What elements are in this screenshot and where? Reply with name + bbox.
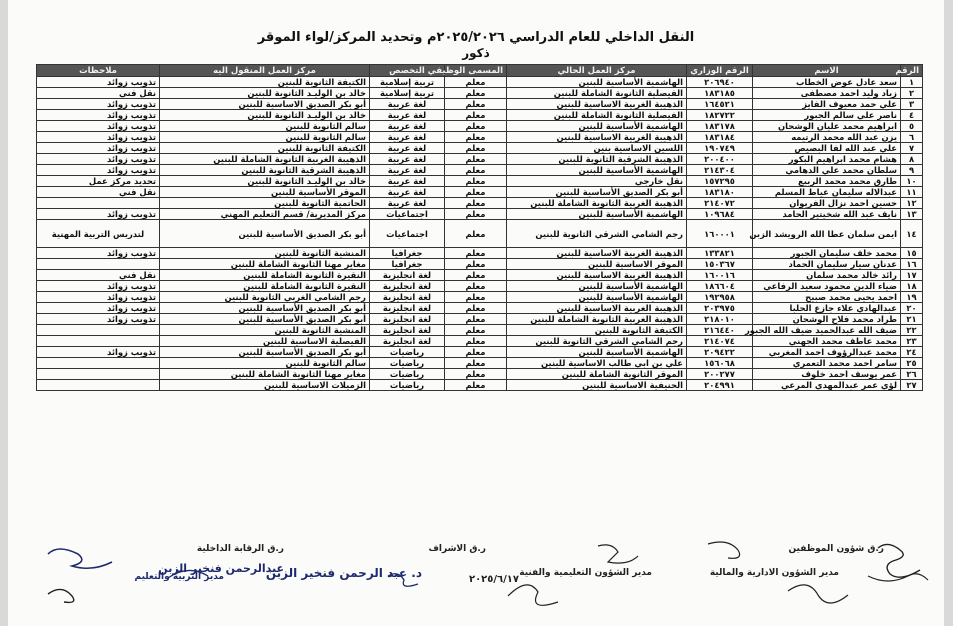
- cell-ministry-no: ١٥٠٣٦٧: [687, 259, 753, 270]
- cell-current-workplace: الموقر الثانوية الشاملة للبنين: [507, 369, 687, 380]
- cell-current-workplace: علي بن ابي طالب الاساسية للبنين: [507, 358, 687, 369]
- cell-job-title: معلم: [445, 88, 507, 99]
- cell-ministry-no: ٢٠٠٤٠٠: [687, 154, 753, 165]
- cell-job-title: معلم: [445, 220, 507, 248]
- cell-destination: سالم الثانوية للبنين: [160, 358, 370, 369]
- cell-job-title: معلم: [445, 303, 507, 314]
- cell-job-title: معلم: [445, 259, 507, 270]
- cell-notes: [37, 325, 160, 336]
- table-row: [37, 325, 923, 336]
- cell-current-workplace: الهاشمية الأساسية للبنين: [507, 292, 687, 303]
- cell-specialization: لغة انجليزية: [370, 270, 445, 281]
- cell-notes: نقل فني: [37, 187, 160, 198]
- cell-job-title: معلم: [445, 132, 507, 143]
- cell-ministry-no: ١٨٣١٨٠: [687, 187, 753, 198]
- cell-name: طراد محمد فلاح الوشحان: [753, 314, 901, 325]
- cell-destination: مغاير مهنا الثانوية الشاملة للبنين: [160, 369, 370, 380]
- cell-notes: [37, 369, 160, 380]
- table-row: [37, 281, 923, 292]
- cell-notes: [37, 380, 160, 391]
- cell-ministry-no: ٢٠٦٩٤٠: [687, 77, 753, 88]
- table-row: [37, 292, 923, 303]
- cell-job-title: معلم: [445, 281, 507, 292]
- cell-name: عدنان سيار سليمان الحماد: [753, 259, 901, 270]
- cell-destination: أبو بكر الصديق الأساسية للبنين: [160, 220, 370, 248]
- cell-no: ٢٢: [901, 325, 923, 336]
- cell-current-workplace: الذهيبة الغربية الاساسية للبنين: [507, 132, 687, 143]
- cell-destination: خالد بن الوليـد الثانوية للبنين: [160, 88, 370, 99]
- cell-no: ٢٤: [901, 347, 923, 358]
- cell-notes: تذويب زوائد: [37, 154, 160, 165]
- cell-job-title: معلم: [445, 99, 507, 110]
- cell-job-title: معلم: [445, 314, 507, 325]
- cell-destination: النقيرة الثانوية الشاملة للبنين: [160, 281, 370, 292]
- cell-name: سعد عادل عوض الخطاب: [753, 77, 901, 88]
- cell-specialization: لغة عربية: [370, 176, 445, 187]
- cell-ministry-no: ١٨٣١٧٨: [687, 121, 753, 132]
- cell-no: ١٧: [901, 270, 923, 281]
- cell-current-workplace: الذهيبة الشرقية الثانوية للبنين: [507, 154, 687, 165]
- cell-job-title: معلم: [445, 187, 507, 198]
- table-row: [37, 132, 923, 143]
- cell-name: عمر يوسف احمد خلوف: [753, 369, 901, 380]
- signatures: [8, 536, 944, 626]
- cell-name: سامر احمد محمد التعمري: [753, 358, 901, 369]
- cell-ministry-no: ١٦٠٠٠١: [687, 220, 753, 248]
- cell-no: ١٣: [901, 209, 923, 220]
- cell-job-title: معلم: [445, 198, 507, 209]
- cell-no: ٢٠: [901, 303, 923, 314]
- table-row: [37, 347, 923, 358]
- cell-current-workplace: الذهيبة الغربية الثانوية الشاملة للبنين: [507, 198, 687, 209]
- cell-notes: تذويب زوائد: [37, 347, 160, 358]
- cell-job-title: معلم: [445, 154, 507, 165]
- cell-job-title: معلم: [445, 248, 507, 259]
- cell-job-title: معلم: [445, 143, 507, 154]
- cell-specialization: لغة انجليزية: [370, 325, 445, 336]
- cell-specialization: لغة عربية: [370, 121, 445, 132]
- footer-director-title: مدير التربية والتعليم: [134, 572, 224, 582]
- table-row: [37, 165, 923, 176]
- table-row: [37, 88, 923, 99]
- cell-ministry-no: ١٥٧٢٩٥: [687, 176, 753, 187]
- cell-ministry-no: ١٠٩٦٨٤: [687, 209, 753, 220]
- footer-supervision: ر.ق الاشراف: [428, 544, 486, 554]
- col-header-ministry-no: الرقم الوزاري: [687, 65, 753, 77]
- cell-job-title: معلم: [445, 369, 507, 380]
- footer-date: ٢٠٢٥/٦/١٧: [468, 574, 519, 585]
- cell-destination: المنشية الثانوية للبنين: [160, 248, 370, 259]
- cell-ministry-no: ١٨٣١٨٤: [687, 132, 753, 143]
- cell-no: ٢٧: [901, 380, 923, 391]
- cell-current-workplace: رجم الشامي الشرقي الثانوية للبنين: [507, 336, 687, 347]
- cell-specialization: لغة انجليزية: [370, 281, 445, 292]
- cell-name: ايمن سلمان عطا الله الرويشد الزبن: [753, 220, 901, 248]
- cell-notes: تذويب زوائد: [37, 77, 160, 88]
- cell-specialization: لغة عربية: [370, 154, 445, 165]
- cell-notes: تذويب زوائد: [37, 292, 160, 303]
- cell-destination: سالم الثانوية للبنين: [160, 121, 370, 132]
- cell-name: زياد وليد احمد مصطفى: [753, 88, 901, 99]
- cell-name: رائد خالد محمد سلمان: [753, 270, 901, 281]
- table-row: [37, 187, 923, 198]
- cell-name: نايف عبد الله شخيتير الحامد: [753, 209, 901, 220]
- cell-specialization: لغة انجليزية: [370, 292, 445, 303]
- cell-notes: تذويب زوائد: [37, 99, 160, 110]
- cell-name: سلطان محمد علي الدهامي: [753, 165, 901, 176]
- cell-current-workplace: الذهيبة الغربية الاساسية للبنين: [507, 303, 687, 314]
- cell-name: عبدالهادي علاء جازع الحلبا: [753, 303, 901, 314]
- cell-specialization: رياضيات: [370, 380, 445, 391]
- cell-ministry-no: ٢١٤٠٧٢: [687, 198, 753, 209]
- table-row: [37, 110, 923, 121]
- footer-director-name: د. عبد الرحمن فنخير الزبن: [265, 566, 422, 580]
- cell-specialization: لغة عربية: [370, 132, 445, 143]
- cell-current-workplace: الهاشمية الأساسية للبنين: [507, 209, 687, 220]
- cell-destination: خالد بن الوليـد الثانوية للبنين: [160, 110, 370, 121]
- cell-destination: الذهيبة الغربية الثانوية الشاملة للبنين: [160, 154, 370, 165]
- cell-ministry-no: ١٦٠٠١٦: [687, 270, 753, 281]
- cell-specialization: اجتماعيات: [370, 220, 445, 248]
- cell-job-title: معلم: [445, 270, 507, 281]
- cell-no: ١: [901, 77, 923, 88]
- cell-no: ٧: [901, 143, 923, 154]
- cell-no: ٢١: [901, 314, 923, 325]
- footer-internal-audit: ر.ق الرقابة الداخلية: [196, 544, 284, 554]
- table-row: [37, 314, 923, 325]
- cell-destination: الكتيفة الثانوية للبنين: [160, 77, 370, 88]
- cell-specialization: جغرافيا: [370, 259, 445, 270]
- col-header-specialization: التخصص: [370, 65, 445, 77]
- cell-specialization: لغة عربية: [370, 165, 445, 176]
- cell-no: ٢: [901, 88, 923, 99]
- cell-destination: الذهيبة الشرقية الثانوية للبنين: [160, 165, 370, 176]
- cell-ministry-no: ٢٠٣٩٧٥: [687, 303, 753, 314]
- cell-no: ١٢: [901, 198, 923, 209]
- footer-hr-affairs: ر.ق شؤون الموظفين: [788, 544, 884, 554]
- cell-ministry-no: ٢١٨٠١٠: [687, 314, 753, 325]
- col-header-notes: ملاحظات: [37, 65, 160, 77]
- cell-notes: تذويب زوائد: [37, 143, 160, 154]
- cell-notes: تذويب زوائد: [37, 132, 160, 143]
- col-header-current-workplace: مركز العمل الحالي: [507, 65, 687, 77]
- table-row: [37, 99, 923, 110]
- cell-notes: [37, 198, 160, 209]
- cell-specialization: لغة عربية: [370, 99, 445, 110]
- cell-notes: [37, 336, 160, 347]
- table-row: [37, 336, 923, 347]
- cell-destination: الحاتمية الثانوية للبنين: [160, 198, 370, 209]
- table-row: [37, 270, 923, 281]
- cell-destination: الزميلات الاساسية للبنين: [160, 380, 370, 391]
- cell-job-title: معلم: [445, 380, 507, 391]
- cell-job-title: معلم: [445, 336, 507, 347]
- cell-current-workplace: رجم الشامي الشرقي الثانوية للبنين: [507, 220, 687, 248]
- cell-current-workplace: الهاشمية الأساسية للبنين: [507, 165, 687, 176]
- cell-name: طارق محمد محمد الربيع: [753, 176, 901, 187]
- cell-destination: أبو بكر الصديق الأساسية للبنين: [160, 303, 370, 314]
- table-row: [37, 154, 923, 165]
- cell-job-title: معلم: [445, 165, 507, 176]
- cell-current-workplace: أبو بكر الصديق الأساسية للبنين: [507, 187, 687, 198]
- cell-job-title: معلم: [445, 121, 507, 132]
- cell-current-workplace: الكتيفة الثانوية للبنين: [507, 325, 687, 336]
- cell-ministry-no: ١٦٤٥٢١: [687, 99, 753, 110]
- page-subtitle: ذكور: [462, 46, 490, 60]
- cell-job-title: معلم: [445, 77, 507, 88]
- col-header-name: الاسم: [753, 65, 901, 77]
- cell-name: هشام محمد ابراهيم البكور: [753, 154, 901, 165]
- cell-current-workplace: الذهيبة الغربية الاساسية للبنين: [507, 99, 687, 110]
- cell-destination: النقيرة الثانوية الشاملة للبنين: [160, 270, 370, 281]
- cell-destination: المنشية الثانوية للبنين: [160, 325, 370, 336]
- transfer-table: [36, 64, 923, 391]
- cell-no: ١٦: [901, 259, 923, 270]
- cell-name: محمد عبدالرؤوف احمد المغربي: [753, 347, 901, 358]
- cell-notes: تحديد مركز عمل: [37, 176, 160, 187]
- table-row: [37, 77, 923, 88]
- cell-destination: أبو بكر الصديق الأساسية للبنين: [160, 314, 370, 325]
- cell-no: ٢٣: [901, 336, 923, 347]
- cell-job-title: معلم: [445, 292, 507, 303]
- cell-specialization: تربية إسلامية: [370, 88, 445, 99]
- cell-ministry-no: ٢٠٤٩٩١: [687, 380, 753, 391]
- cell-ministry-no: ١٨٣١٨٥: [687, 88, 753, 99]
- cell-specialization: جغرافيا: [370, 248, 445, 259]
- footer-stamp-name: عبدالرحمن فنخير الزبن: [158, 562, 284, 575]
- cell-ministry-no: ١٩٢٩٥٨: [687, 292, 753, 303]
- cell-notes: تذويب زوائد: [37, 165, 160, 176]
- cell-no: ١٨: [901, 281, 923, 292]
- col-header-destination: مركز العمل المنقول اليه: [160, 65, 370, 77]
- cell-notes: تذويب زوائد: [37, 314, 160, 325]
- table-row: [37, 259, 923, 270]
- cell-notes: تذويب زوائد: [37, 110, 160, 121]
- cell-destination: الكتيفة الثانوية للبنين: [160, 143, 370, 154]
- cell-current-workplace: الذهيبة الغربية الاساسية للبنين: [507, 270, 687, 281]
- cell-no: ٩: [901, 165, 923, 176]
- cell-specialization: اجتماعيات: [370, 209, 445, 220]
- cell-destination: الفيصلية الاساسية للبنين: [160, 336, 370, 347]
- cell-name: احمد يحيى محمد صبيح: [753, 292, 901, 303]
- cell-destination: مركز المديرية/ قسم التعليم المهني: [160, 209, 370, 220]
- cell-destination: سالم الثانوية للبنين: [160, 132, 370, 143]
- table-row: [37, 121, 923, 132]
- document-page: [8, 0, 944, 626]
- cell-name: محمد خلف سليمان الجبور: [753, 248, 901, 259]
- cell-no: ٢٦: [901, 369, 923, 380]
- cell-name: ابراهيم محمد عليان الوشحان: [753, 121, 901, 132]
- cell-specialization: رياضيات: [370, 358, 445, 369]
- cell-notes: [37, 259, 160, 270]
- cell-job-title: معلم: [445, 176, 507, 187]
- cell-no: ١٩: [901, 292, 923, 303]
- col-header-job-title: المسمى الوظيفي: [445, 65, 507, 77]
- table-row: [37, 369, 923, 380]
- col-header-no: الرقم: [901, 65, 923, 77]
- cell-name: عبدالاله سليمان عياط المسلم: [753, 187, 901, 198]
- cell-ministry-no: ٢١٤٠٧٤: [687, 336, 753, 347]
- cell-name: يزن عبد الله محمد الرتيمه: [753, 132, 901, 143]
- cell-ministry-no: ٢٠٩٤٢٢: [687, 347, 753, 358]
- cell-notes: تذويب زوائد: [37, 303, 160, 314]
- cell-specialization: لغة عربية: [370, 187, 445, 198]
- cell-specialization: لغة عربية: [370, 143, 445, 154]
- cell-destination: أبو بكر الصديق الاساسية للبنين: [160, 99, 370, 110]
- cell-job-title: معلم: [445, 358, 507, 369]
- cell-no: ١٤: [901, 220, 923, 248]
- cell-name: ضياء الدين محمود سعيد الرفاعي: [753, 281, 901, 292]
- cell-name: محمد عاطف محمد الجهني: [753, 336, 901, 347]
- footer-edu-director: مدير الشؤون التعليمية والفنية: [519, 568, 652, 578]
- cell-no: ٥: [901, 121, 923, 132]
- cell-ministry-no: ١٥٦٠٦٨: [687, 358, 753, 369]
- table-row: [37, 209, 923, 220]
- table-row: [37, 143, 923, 154]
- cell-specialization: لغة انجليزية: [370, 314, 445, 325]
- cell-destination: رجم الشامي الغربي الثانوية للبنين: [160, 292, 370, 303]
- cell-destination: أبو بكر الصديق الأساسية للبنين: [160, 347, 370, 358]
- cell-destination: الموقر الأساسية للبنين: [160, 187, 370, 198]
- cell-current-workplace: الهاشمية الأساسية للبنين: [507, 121, 687, 132]
- table-row: [37, 303, 923, 314]
- cell-name: علي عبد الله لفا البصيص: [753, 143, 901, 154]
- table-row: [37, 248, 923, 259]
- cell-destination: مغاير مهنا الثانوية الشاملة للبنين: [160, 259, 370, 270]
- table-row: [37, 380, 923, 391]
- cell-name: لؤي عمر عبدالمهدي المرعي: [753, 380, 901, 391]
- cell-specialization: لغة انجليزية: [370, 303, 445, 314]
- cell-notes: نقل فني: [37, 88, 160, 99]
- table-row: [37, 358, 923, 369]
- cell-specialization: لغة عربية: [370, 110, 445, 121]
- cell-name: ضيف الله عبدالحميد ضيف الله الجبور: [753, 325, 901, 336]
- cell-specialization: لغة انجليزية: [370, 336, 445, 347]
- page-title: النقل الداخلي للعام الدراسي ٢٠٢٥/٢٠٢٦م وتحديد المركز/لواء الموقر: [257, 30, 695, 45]
- cell-notes: نقل فني: [37, 270, 160, 281]
- cell-current-workplace: الهاشمية الأساسية للبنين: [507, 281, 687, 292]
- cell-notes: [37, 358, 160, 369]
- cell-specialization: رياضيات: [370, 347, 445, 358]
- cell-no: ٨: [901, 154, 923, 165]
- cell-no: ٣: [901, 99, 923, 110]
- cell-current-workplace: اللسين الاساسية بنين: [507, 143, 687, 154]
- cell-no: ٤: [901, 110, 923, 121]
- cell-name: ناصر علي سالم الجبور: [753, 110, 901, 121]
- cell-job-title: معلم: [445, 110, 507, 121]
- cell-job-title: معلم: [445, 209, 507, 220]
- cell-ministry-no: ١٨٦٦٠٤: [687, 281, 753, 292]
- cell-name: حسين احمد نزال الفريوان: [753, 198, 901, 209]
- table-row: [37, 220, 923, 248]
- cell-ministry-no: ١٨٢٧٢٢: [687, 110, 753, 121]
- cell-notes: تذويب زوائد: [37, 281, 160, 292]
- cell-current-workplace: الفيصلية الثانوية الشاملة للبنين: [507, 110, 687, 121]
- cell-notes: تذويب زوائد: [37, 248, 160, 259]
- cell-ministry-no: ٢١٤٣٠٤: [687, 165, 753, 176]
- cell-current-workplace: الهاشمية الأساسية للبنين: [507, 77, 687, 88]
- table-row: [37, 198, 923, 209]
- cell-job-title: معلم: [445, 325, 507, 336]
- cell-specialization: تربية إسلامية: [370, 77, 445, 88]
- cell-no: ١١: [901, 187, 923, 198]
- cell-current-workplace: الفيصلية الثانوية الشاملة للبنين: [507, 88, 687, 99]
- cell-current-workplace: الموقر الاساسية للبنين: [507, 259, 687, 270]
- table-header-row: [37, 65, 923, 77]
- cell-notes: لتدريس التربية المهنية: [37, 220, 160, 248]
- cell-name: علي حمد معيوف الفايز: [753, 99, 901, 110]
- cell-no: ٢٥: [901, 358, 923, 369]
- cell-no: ٦: [901, 132, 923, 143]
- cell-current-workplace: الهاشمية الأساسية للبنين: [507, 347, 687, 358]
- cell-notes: تذويب زوائد: [37, 121, 160, 132]
- cell-specialization: لغة عربية: [370, 198, 445, 209]
- cell-ministry-no: ٢٠٠٢٧٧: [687, 369, 753, 380]
- cell-no: ١٥: [901, 248, 923, 259]
- cell-notes: تذويب زوائد: [37, 209, 160, 220]
- cell-ministry-no: ٢١٦٤٤٠: [687, 325, 753, 336]
- cell-specialization: رياضيات: [370, 369, 445, 380]
- cell-current-workplace: الذهيبة الغربية الثانوية الشاملة للبنين: [507, 314, 687, 325]
- cell-ministry-no: ١٣٣٨٢١: [687, 248, 753, 259]
- cell-current-workplace: نقل خارجي: [507, 176, 687, 187]
- table-row: [37, 176, 923, 187]
- cell-destination: خالد بن الوليـد الثانوية للبنين: [160, 176, 370, 187]
- cell-job-title: معلم: [445, 347, 507, 358]
- cell-current-workplace: الحنيفية الاساسية للبنين: [507, 380, 687, 391]
- cell-current-workplace: الذهيبة الغربية الاساسية للبنين: [507, 248, 687, 259]
- cell-ministry-no: ١٩٠٧٤٩: [687, 143, 753, 154]
- footer-admin-director: مدير الشؤون الادارية والمالية: [709, 568, 839, 578]
- cell-no: ١٠: [901, 176, 923, 187]
- table-body: [37, 77, 923, 391]
